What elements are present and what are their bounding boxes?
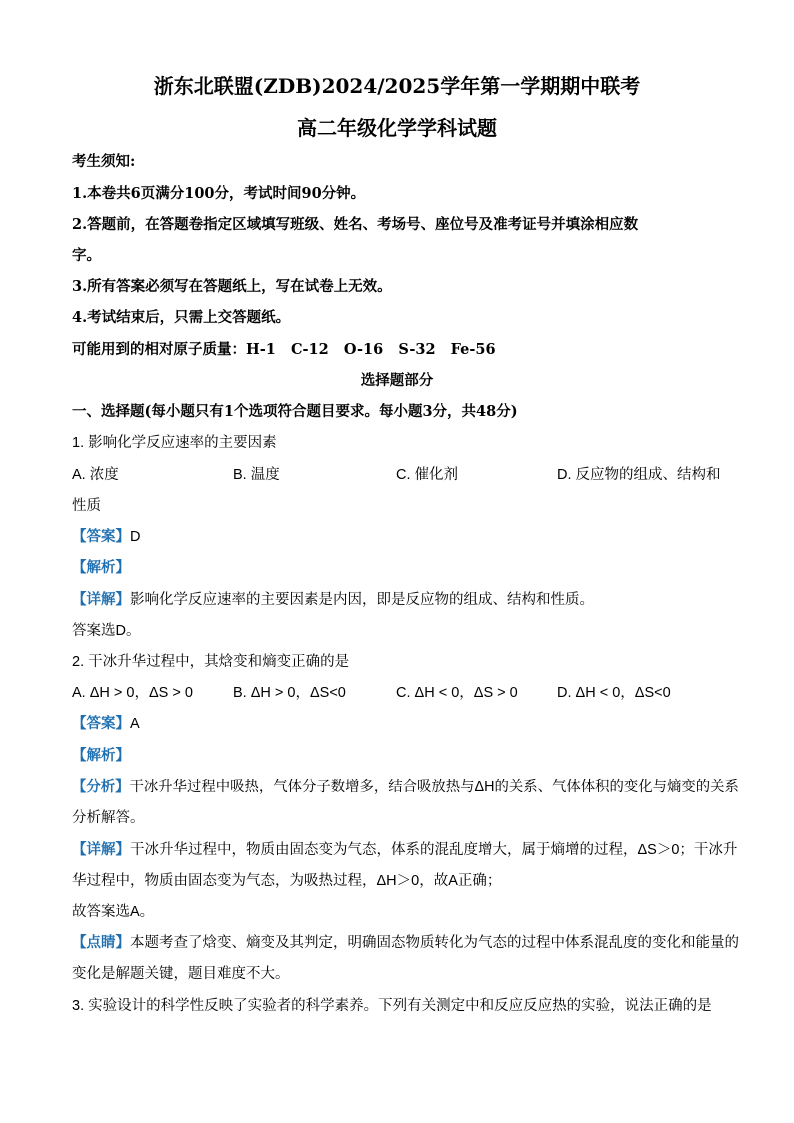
q2-detail-line-1 <box>72 838 737 859</box>
q2-comment-line-1 <box>72 931 739 952</box>
q2-answer: A <box>130 716 140 732</box>
fenxi-label: 【 分析 】 <box>72 779 130 795</box>
q2-fenxi-1: 干冰升华过程中吸热，气体分子数增多，结合吸放热与ΔH的关系、气体体积的变化与熵变的关系 <box>129 779 739 795</box>
q1-conclusion: 答案选D。 <box>72 623 141 639</box>
q1-option-b: B. 温度 <box>233 467 280 483</box>
q2-option-b: B. ΔH > 0，ΔS<0 <box>233 685 346 701</box>
notice-item-2-line-2: 字。 <box>72 247 101 264</box>
comment-label: 【 点睛 】 <box>72 935 130 951</box>
q1-detail: 影响化学反应速率的主要因素是内因，即是反应物的组成、结构和性质。 <box>130 592 594 608</box>
atomic-mass-line: 可能用到的相对原子质量：H-1 C-12 O-16 S-32 Fe-56 <box>72 341 496 358</box>
q1-answer-line <box>72 525 140 546</box>
notice-item-4: 4.考试结束后，只需上交答题纸。 <box>72 309 291 326</box>
q2-conclusion: 故答案选A。 <box>72 904 155 920</box>
q1-stem: 1. 影响化学反应速率的主要因素 <box>72 435 277 451</box>
q1-detail-line <box>72 588 594 609</box>
q1-answer: D <box>130 529 141 545</box>
q1-option-d-cont: 性质 <box>72 498 101 514</box>
q2-answer-line <box>72 712 140 733</box>
q3-stem: 3. 实验设计的科学性反映了实验者的科学素养。下列有关测定中和反应反应热的实验，说法正确的是 <box>72 998 712 1014</box>
q1-option-d: D. 反应物的组成、结构和 <box>557 467 721 483</box>
section-heading: 一、选择题(每小题只有1个选项符合题目要求。每小题3分，共48分) <box>72 403 518 420</box>
exam-subtitle: 高二年级化学学科试题 <box>297 116 497 140</box>
q2-fenxi-line-2: 分析解答。 <box>72 810 145 826</box>
analysis-label: 【 解析 】 <box>72 560 130 576</box>
q2-option-a: A. ΔH > 0，ΔS > 0 <box>72 685 193 701</box>
q1-analysis-line <box>72 556 130 577</box>
answer-label: 【 答案 】 <box>72 716 130 732</box>
q2-comment-1: 本题考查了焓变、熵变及其判定，明确固态物质转化为气态的过程中体系混乱度的变化和能量的 <box>130 935 739 951</box>
notice-item-2-line-1: 2.答题前，在答题卷指定区域填写班级、姓名、考场号、座位号及准考证号并填涂相应数 <box>72 216 639 233</box>
q2-fenxi-line-1 <box>72 775 739 796</box>
q2-option-d: D. ΔH < 0，ΔS<0 <box>557 685 671 701</box>
q1-option-c: C. 催化剂 <box>396 467 459 483</box>
q2-stem: 2. 干冰升华过程中，其焓变和熵变正确的是 <box>72 654 350 670</box>
q2-analysis-line <box>72 744 130 765</box>
answer-label: 【 答案 】 <box>72 529 130 545</box>
q1-option-a: A. 浓度 <box>72 467 119 483</box>
part-title: 选择题部分 <box>360 372 434 389</box>
notice-item-1: 1.本卷共6页满分100分，考试时间90分钟。 <box>72 185 366 202</box>
q2-comment-line-2: 变化是解题关键，题目难度不大。 <box>72 966 290 982</box>
notice-heading: 考生须知: <box>72 153 136 170</box>
analysis-label: 【 解析 】 <box>72 748 130 764</box>
q2-option-c: C. ΔH < 0，ΔS > 0 <box>396 685 518 701</box>
q2-detail-line-2: 华过程中，物质由固态变为气态，为吸热过程，ΔH＞0，故A正确； <box>72 873 502 889</box>
detail-label: 【 详解 】 <box>72 592 130 608</box>
notice-item-3: 3.所有答案必须写在答题纸上，写在试卷上无效。 <box>72 278 392 295</box>
detail-label: 【 详解 】 <box>72 842 130 858</box>
q2-detail-1: 干冰升华过程中，物质由固态变为气态，体系的混乱度增大，属于熵增的过程，ΔS＞0；干冰升 <box>130 842 738 858</box>
exam-title: 浙东北联盟(ZDB)2024/2025学年第一学期期中联考 <box>153 74 641 98</box>
